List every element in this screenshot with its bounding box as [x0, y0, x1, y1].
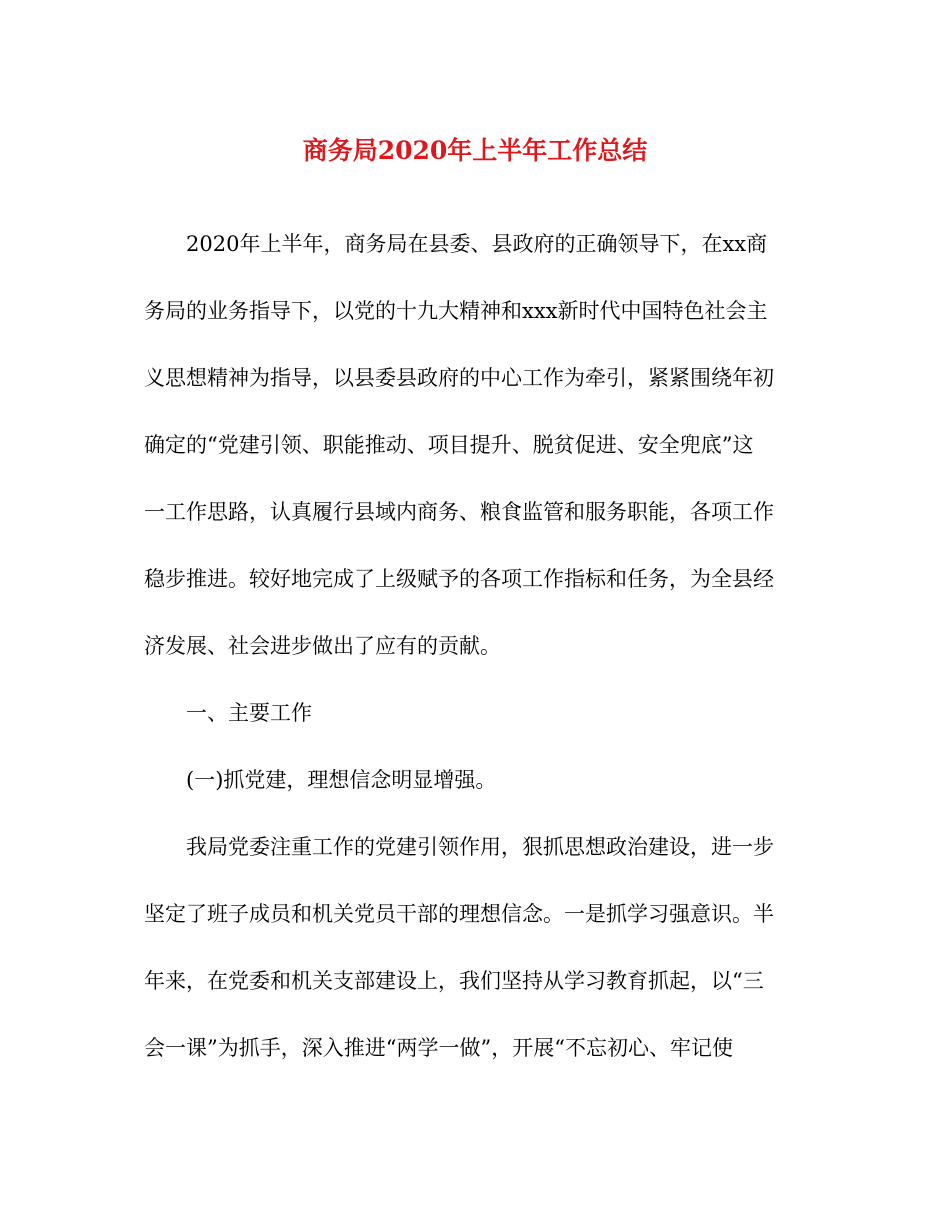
paragraph-line: 会一课”为抓手，深入推进“两学一做”，开展“不忘初心、牢记使 [144, 1036, 733, 1060]
paragraph-line: 确定的“党建引领、职能推动、项目提升、脱贫促进、安全兜底”这 [144, 433, 754, 457]
paragraph-line: 年来，在党委和机关支部建设上，我们坚持从学习教育抓起，以“三 [144, 969, 764, 993]
paragraph-line: 济发展、社会进步做出了应有的贡献。 [144, 634, 501, 658]
paragraph-line: 义思想精神为指导，以县委县政府的中心工作为牵引，紧紧围绕年初 [144, 366, 774, 390]
section-heading: 一、主要工作 [186, 701, 312, 725]
paragraph-line: 2020年上半年，商务局在县委、县政府的正确领导下，在xx商 [186, 232, 768, 256]
document-title: 商务局2020年上半年工作总结 [302, 136, 648, 165]
paragraph-line: 我局党委注重工作的党建引领作用，狠抓思想政治建设，进一步 [186, 835, 774, 859]
subsection-heading: (一)抓党建，理想信念明显增强。 [186, 768, 497, 792]
paragraph-line: 一工作思路，认真履行县域内商务、粮食监管和服务职能，各项工作 [144, 500, 774, 524]
paragraph-line: 坚定了班子成员和机关党员干部的理想信念。一是抓学习强意识。半 [144, 902, 774, 926]
paragraph-line: 务局的业务指导下，以党的十九大精神和xxx新时代中国特色社会主 [144, 299, 768, 323]
paragraph-line: 稳步推进。较好地完成了上级赋予的各项工作指标和任务，为全县经 [144, 567, 774, 591]
